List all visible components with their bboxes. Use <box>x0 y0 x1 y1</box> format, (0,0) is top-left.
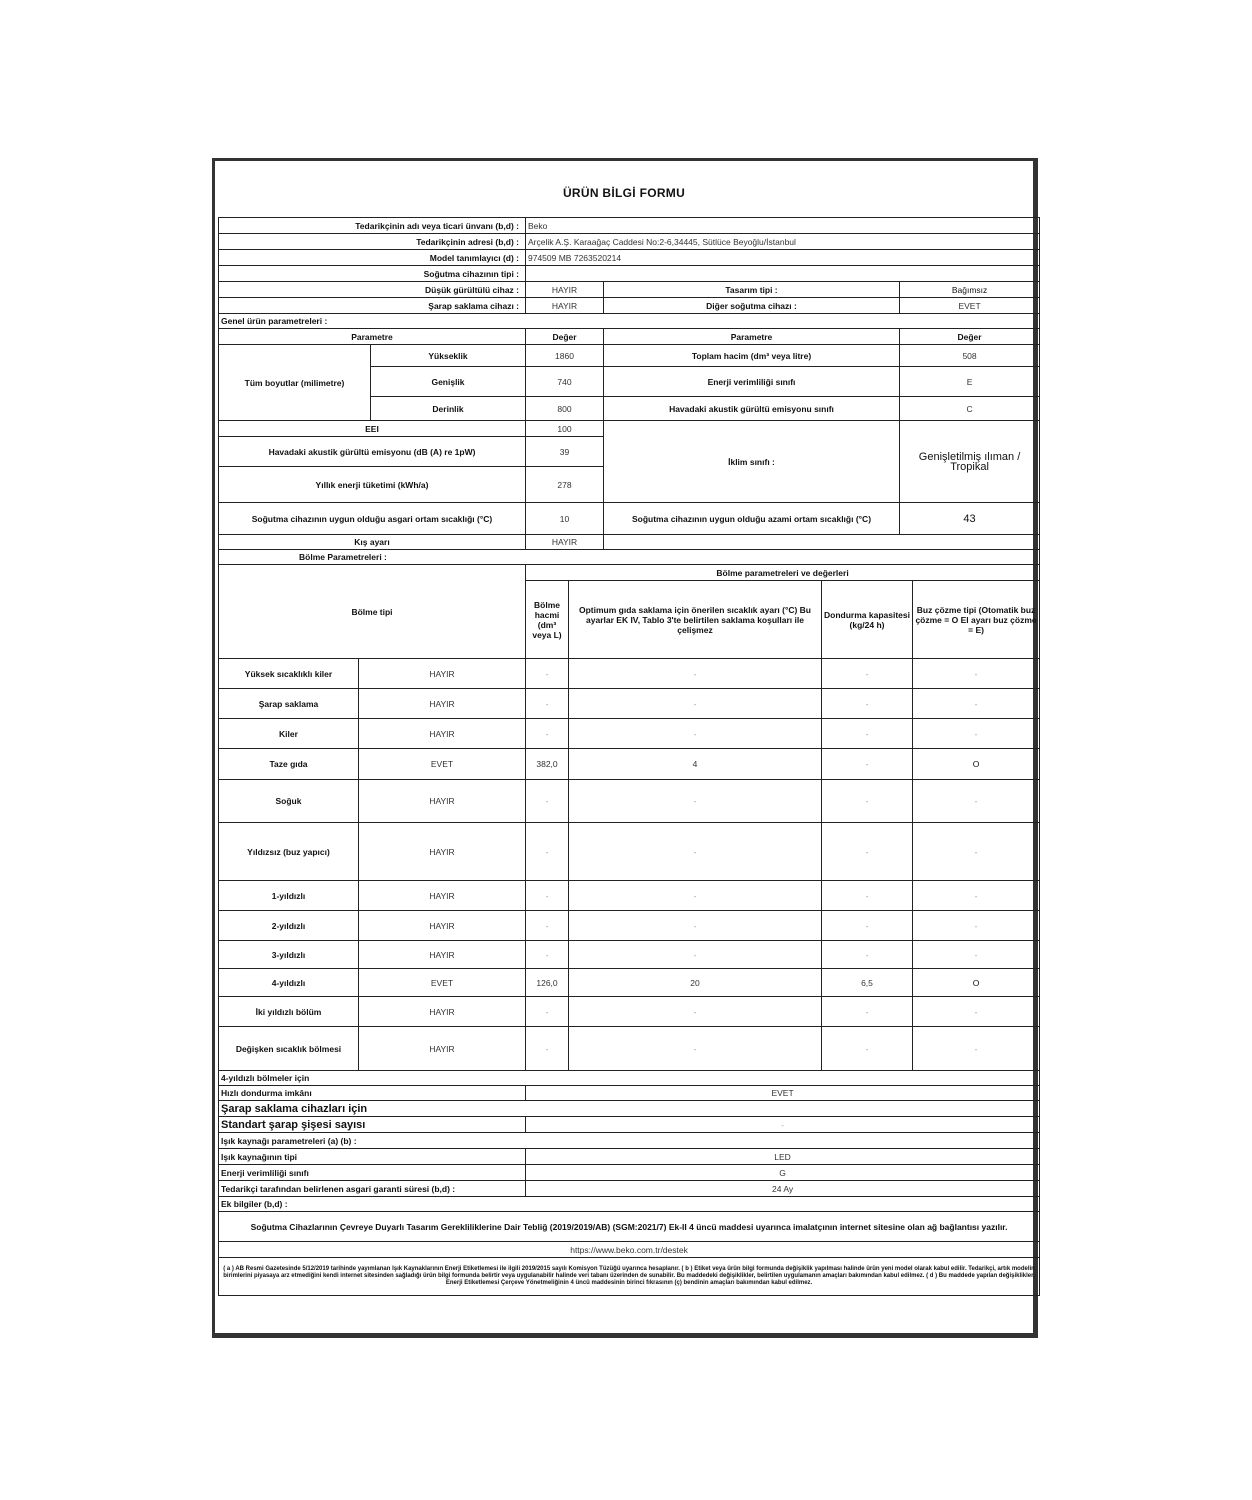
compartment-name: 1-yıldızlı <box>219 881 359 911</box>
warranty-row <box>219 1181 1040 1197</box>
noise-class-label: Havadaki akustik gürültü emisyonu sınıfı <box>604 397 900 421</box>
energy-class-value: E <box>900 367 1040 397</box>
total-volume-label: Toplam hacim (dm³ veya litre) <box>604 345 900 367</box>
four-star-section-row <box>219 1071 1040 1086</box>
compartment-freeze: - <box>822 1027 913 1071</box>
compartment-defrost: O <box>913 969 1040 997</box>
compartment-freeze: - <box>822 881 913 911</box>
compartment-defrost: - <box>913 881 1040 911</box>
compartment-defrost: - <box>913 997 1040 1027</box>
compartment-name: Yüksek sıcaklıklı kiler <box>219 659 359 689</box>
compartment-name: 3-yıldızlı <box>219 941 359 969</box>
other-device-value: EVET <box>900 298 1040 314</box>
compartment-volume: - <box>526 1027 569 1071</box>
compartment-type-header: Bölme tipi <box>219 565 526 659</box>
winter-row <box>219 535 1040 550</box>
compartment-present: HAYIR <box>359 1027 526 1071</box>
wine-section-label: Şarap saklama cihazları için <box>219 1101 1040 1117</box>
footnote: ( a ) AB Resmi Gazetesinde 5/12/2019 tarihinde yayımlanan Işık Kaynaklarının Enerji Etiketlemesi ile ilgili 2019/2015 sayılı Komisyon Tüzüğü uyarınca hesaplanır. ( b ) Etiket veya ürün bilgi formunda değişiklik yapılması halinde ürün yeni model olarak kabul edilir. Tedarikçi, artık modelin birimlerini piyasaya arz etmediğini kendi internet sitesinden sağladığı ürün bilgi formunda belirtir veya uygulanabilir halinde veri tabanı üzerinden de sunabilir. Bu maddedeki değişiklikler, belirtilen uygulamanın amaçları bakımından kabul edilmez. ( d ) Bu maddede yapılan değişiklikler, Enerji Etiketlemesi Çerçeve Yönetmeliğinin 4 üncü maddesinin birinci fıkrasının (ç) bendinin amaçları bakımından kabul edilmez. <box>219 1258 1040 1296</box>
compartment-temp: - <box>569 780 822 823</box>
wine-device-row <box>219 298 1040 314</box>
compartment-present: HAYIR <box>359 941 526 969</box>
light-class-label: Enerji verimliliği sınıfı <box>219 1165 526 1181</box>
compartment-present: HAYIR <box>359 997 526 1027</box>
supplier-address-label: Tedarikçinin adresi (b,d) : <box>219 234 526 250</box>
volume-header: Bölme hacmi (dm³ veya L) <box>526 581 569 659</box>
compartment-present: HAYIR <box>359 911 526 941</box>
defrost-header: Buz çözme tipi (Otomatik buz çözme = O El ayarı buz çözme = E) <box>913 581 1040 659</box>
winter-value: HAYIR <box>526 535 604 550</box>
compartment-row <box>219 719 1040 749</box>
wine-device-value: HAYIR <box>526 298 604 314</box>
compartment-present: HAYIR <box>359 659 526 689</box>
compartment-volume: - <box>526 997 569 1027</box>
compartment-name: 4-yıldızlı <box>219 969 359 997</box>
compartment-temp: 4 <box>569 749 822 780</box>
wine-bottles-row <box>219 1117 1040 1133</box>
compartment-row <box>219 689 1040 719</box>
compartment-row <box>219 881 1040 911</box>
support-url-row <box>219 1242 1040 1258</box>
compartment-section-row <box>219 550 1040 565</box>
compartment-defrost: - <box>913 1027 1040 1071</box>
noise-class-value: C <box>900 397 1040 421</box>
height-label: Yükseklik <box>371 345 526 367</box>
compartment-defrost: - <box>913 941 1040 969</box>
warranty-label: Tedarikçi tarafından belirlenen asgari garanti süresi (b,d) : <box>219 1181 526 1197</box>
compartment-row <box>219 749 1040 780</box>
general-section-label: Genel ürün parametreleri : <box>219 314 1040 329</box>
compartment-defrost: - <box>913 823 1040 881</box>
compartment-volume: - <box>526 659 569 689</box>
supplier-name-label: Tedarikçinin adı veya ticari ünvanı (b,d) : <box>219 218 526 234</box>
compartment-row <box>219 780 1040 823</box>
compartment-rows <box>219 659 1040 1071</box>
winter-label: Kış ayarı <box>219 535 526 550</box>
general-header-row <box>219 329 1040 345</box>
wine-bottles-label: Standart şarap şişesi sayısı <box>219 1117 526 1133</box>
compartment-name: Kiler <box>219 719 359 749</box>
four-star-section-label: 4-yıldızlı bölmeler için <box>219 1071 1040 1086</box>
compartment-freeze: - <box>822 659 913 689</box>
footnote-row <box>219 1258 1040 1296</box>
eei-label: EEI <box>219 421 526 437</box>
max-temp-label: Soğutma cihazının uygun olduğu azami ortam sıcaklığı (°C) <box>604 503 900 535</box>
param-header-right: Parametre <box>604 329 900 345</box>
design-type-label: Tasarım tipi : <box>604 282 900 298</box>
compartment-freeze: - <box>822 911 913 941</box>
compartment-row <box>219 997 1040 1027</box>
compartment-temp: - <box>569 881 822 911</box>
supplier-name-row <box>219 218 1040 234</box>
compartment-name: 2-yıldızlı <box>219 911 359 941</box>
compartment-freeze: - <box>822 689 913 719</box>
energy-class-label: Enerji verimliliği sınıfı <box>604 367 900 397</box>
min-temp-value: 10 <box>526 503 604 535</box>
model-row <box>219 250 1040 266</box>
compartment-volume: - <box>526 941 569 969</box>
other-device-label: Diğer soğutma cihazı : <box>604 298 900 314</box>
value-header-right: Değer <box>900 329 1040 345</box>
design-type-value: Bağımsız <box>900 282 1040 298</box>
fast-freeze-row <box>219 1086 1040 1101</box>
compartment-freeze: - <box>822 997 913 1027</box>
compartment-row <box>219 911 1040 941</box>
light-class-value: G <box>526 1165 1040 1181</box>
fast-freeze-value: EVET <box>526 1086 1040 1101</box>
light-class-row <box>219 1165 1040 1181</box>
wine-bottles-value: - <box>526 1117 1040 1133</box>
compartment-row <box>219 941 1040 969</box>
compartment-name: Soğuk <box>219 780 359 823</box>
value-header: Değer <box>526 329 604 345</box>
compartment-volume: - <box>526 911 569 941</box>
compartment-volume: 382,0 <box>526 749 569 780</box>
freeze-header: Dondurma kapasitesi (kg/24 h) <box>822 581 913 659</box>
compartment-temp: - <box>569 823 822 881</box>
compartment-present: HAYIR <box>359 719 526 749</box>
noise-label: Havadaki akustik gürültü emisyonu (dB (A) re 1pW) <box>219 437 526 467</box>
compartment-name: Şarap saklama <box>219 689 359 719</box>
compartment-name: Yıldızsız (buz yapıcı) <box>219 823 359 881</box>
temp-range-row <box>219 503 1040 535</box>
compartment-name: Taze gıda <box>219 749 359 780</box>
compartment-defrost: - <box>913 780 1040 823</box>
compartment-freeze: - <box>822 719 913 749</box>
compartment-temp: - <box>569 659 822 689</box>
compartment-freeze: - <box>822 941 913 969</box>
compartment-present: HAYIR <box>359 780 526 823</box>
climate-value: Genişletilmiş ılıman / Tropikal <box>900 421 1040 503</box>
light-type-label: Işık kaynağının tipi <box>219 1149 526 1165</box>
extra-section-row <box>219 1197 1040 1212</box>
info-table <box>218 217 1040 1296</box>
height-row <box>219 345 1040 367</box>
compartment-group-header: Bölme parametreleri ve değerleri <box>526 565 1040 581</box>
width-value: 740 <box>526 367 604 397</box>
compartment-name: Değişken sıcaklık bölmesi <box>219 1027 359 1071</box>
max-temp-value: 43 <box>900 503 1040 535</box>
supplier-name-value: Beko <box>526 218 1040 234</box>
compartment-present: HAYIR <box>359 881 526 911</box>
compartment-freeze: 6,5 <box>822 969 913 997</box>
width-label: Genişlik <box>371 367 526 397</box>
supplier-address-value: Arçelik A.Ş. Karaağaç Caddesi No:2-6,34445, Sütlüce Beyoğlu/İstanbul <box>526 234 1040 250</box>
compartment-freeze: - <box>822 749 913 780</box>
compartment-row <box>219 823 1040 881</box>
compartment-defrost: - <box>913 719 1040 749</box>
wine-device-label: Şarap saklama cihazı : <box>219 298 526 314</box>
compartment-temp: - <box>569 997 822 1027</box>
light-section-label: Işık kaynağı parametreleri (a) (b) : <box>219 1133 1040 1149</box>
compartment-freeze: - <box>822 780 913 823</box>
compartment-temp: - <box>569 689 822 719</box>
extra-note: Soğutma Cihazlarının Çevreye Duyarlı Tasarım Gerekliliklerine Dair Tebliğ (2019/2019/AB) (SGM:2021/7) Ek-II 4 üncü maddesi uyarınca imalatçının internet sitesine olan ağ bağlantısı yazılır. <box>219 1212 1040 1242</box>
compartment-temp: - <box>569 1027 822 1071</box>
device-type-label: Soğutma cihazının tipi : <box>219 266 526 282</box>
wine-section-row <box>219 1101 1040 1117</box>
compartment-defrost: - <box>913 659 1040 689</box>
compartment-present: EVET <box>359 749 526 780</box>
compartment-temp: - <box>569 911 822 941</box>
compartment-present: HAYIR <box>359 823 526 881</box>
compartment-row <box>219 969 1040 997</box>
height-value: 1860 <box>526 345 604 367</box>
supplier-address-row <box>219 234 1040 250</box>
eei-value: 100 <box>526 421 604 437</box>
model-value: 974509 MB 7263520214 <box>526 250 1040 266</box>
compartment-temp: - <box>569 719 822 749</box>
model-label: Model tanımlayıcı (d) : <box>219 250 526 266</box>
compartment-defrost: O <box>913 749 1040 780</box>
compartment-volume: - <box>526 719 569 749</box>
dimensions-label: Tüm boyutlar (milimetre) <box>219 345 371 421</box>
light-section-row <box>219 1133 1040 1149</box>
compartment-volume: - <box>526 780 569 823</box>
min-temp-label: Soğutma cihazının uygun olduğu asgari ortam sıcaklığı (°C) <box>219 503 526 535</box>
compartment-freeze: - <box>822 823 913 881</box>
compartment-temp: - <box>569 941 822 969</box>
compartment-volume: - <box>526 881 569 911</box>
extra-section-label: Ek bilgiler (b,d) : <box>219 1197 1040 1212</box>
climate-label: İklim sınıfı : <box>604 421 900 503</box>
compartment-present: EVET <box>359 969 526 997</box>
temp-header: Optimum gıda saklama için önerilen sıcaklık ayarı (°C) Bu ayarlar EK IV, Tablo 3'te belirtilen saklama koşulları ile çelişmez <box>569 581 822 659</box>
light-type-row <box>219 1149 1040 1165</box>
eei-row <box>219 421 1040 437</box>
compartment-name: İki yıldızlı bölüm <box>219 997 359 1027</box>
compartment-volume: 126,0 <box>526 969 569 997</box>
fast-freeze-label: Hızlı dondurma imkânı <box>219 1086 526 1101</box>
extra-note-row <box>219 1212 1040 1242</box>
total-volume-value: 508 <box>900 345 1040 367</box>
compartment-present: HAYIR <box>359 689 526 719</box>
compartment-temp: 20 <box>569 969 822 997</box>
support-url: https://www.beko.com.tr/destek <box>219 1242 1040 1258</box>
low-noise-value: HAYIR <box>526 282 604 298</box>
low-noise-row <box>219 282 1040 298</box>
depth-value: 800 <box>526 397 604 421</box>
product-info-form <box>212 158 1038 1338</box>
warranty-value: 24 Ay <box>526 1181 1040 1197</box>
compartment-volume: - <box>526 689 569 719</box>
compartment-section-label: Bölme Parametreleri : <box>219 550 1040 565</box>
annual-energy-value: 278 <box>526 467 604 503</box>
device-type-value <box>526 266 1040 282</box>
compartment-row <box>219 659 1040 689</box>
form-title: ÜRÜN BİLGİ FORMU <box>562 186 686 200</box>
param-header: Parametre <box>219 329 526 345</box>
noise-value: 39 <box>526 437 604 467</box>
compartment-volume: - <box>526 823 569 881</box>
compartment-defrost: - <box>913 689 1040 719</box>
compartment-row <box>219 1027 1040 1071</box>
general-section-row <box>219 314 1040 329</box>
annual-energy-label: Yıllık enerji tüketimi (kWh/a) <box>219 467 526 503</box>
light-type-value: LED <box>526 1149 1040 1165</box>
compartment-defrost: - <box>913 911 1040 941</box>
device-type-row <box>219 266 1040 282</box>
depth-label: Derinlik <box>371 397 526 421</box>
compartment-group-header-row <box>219 565 1040 581</box>
low-noise-label: Düşük gürültülü cihaz : <box>219 282 526 298</box>
